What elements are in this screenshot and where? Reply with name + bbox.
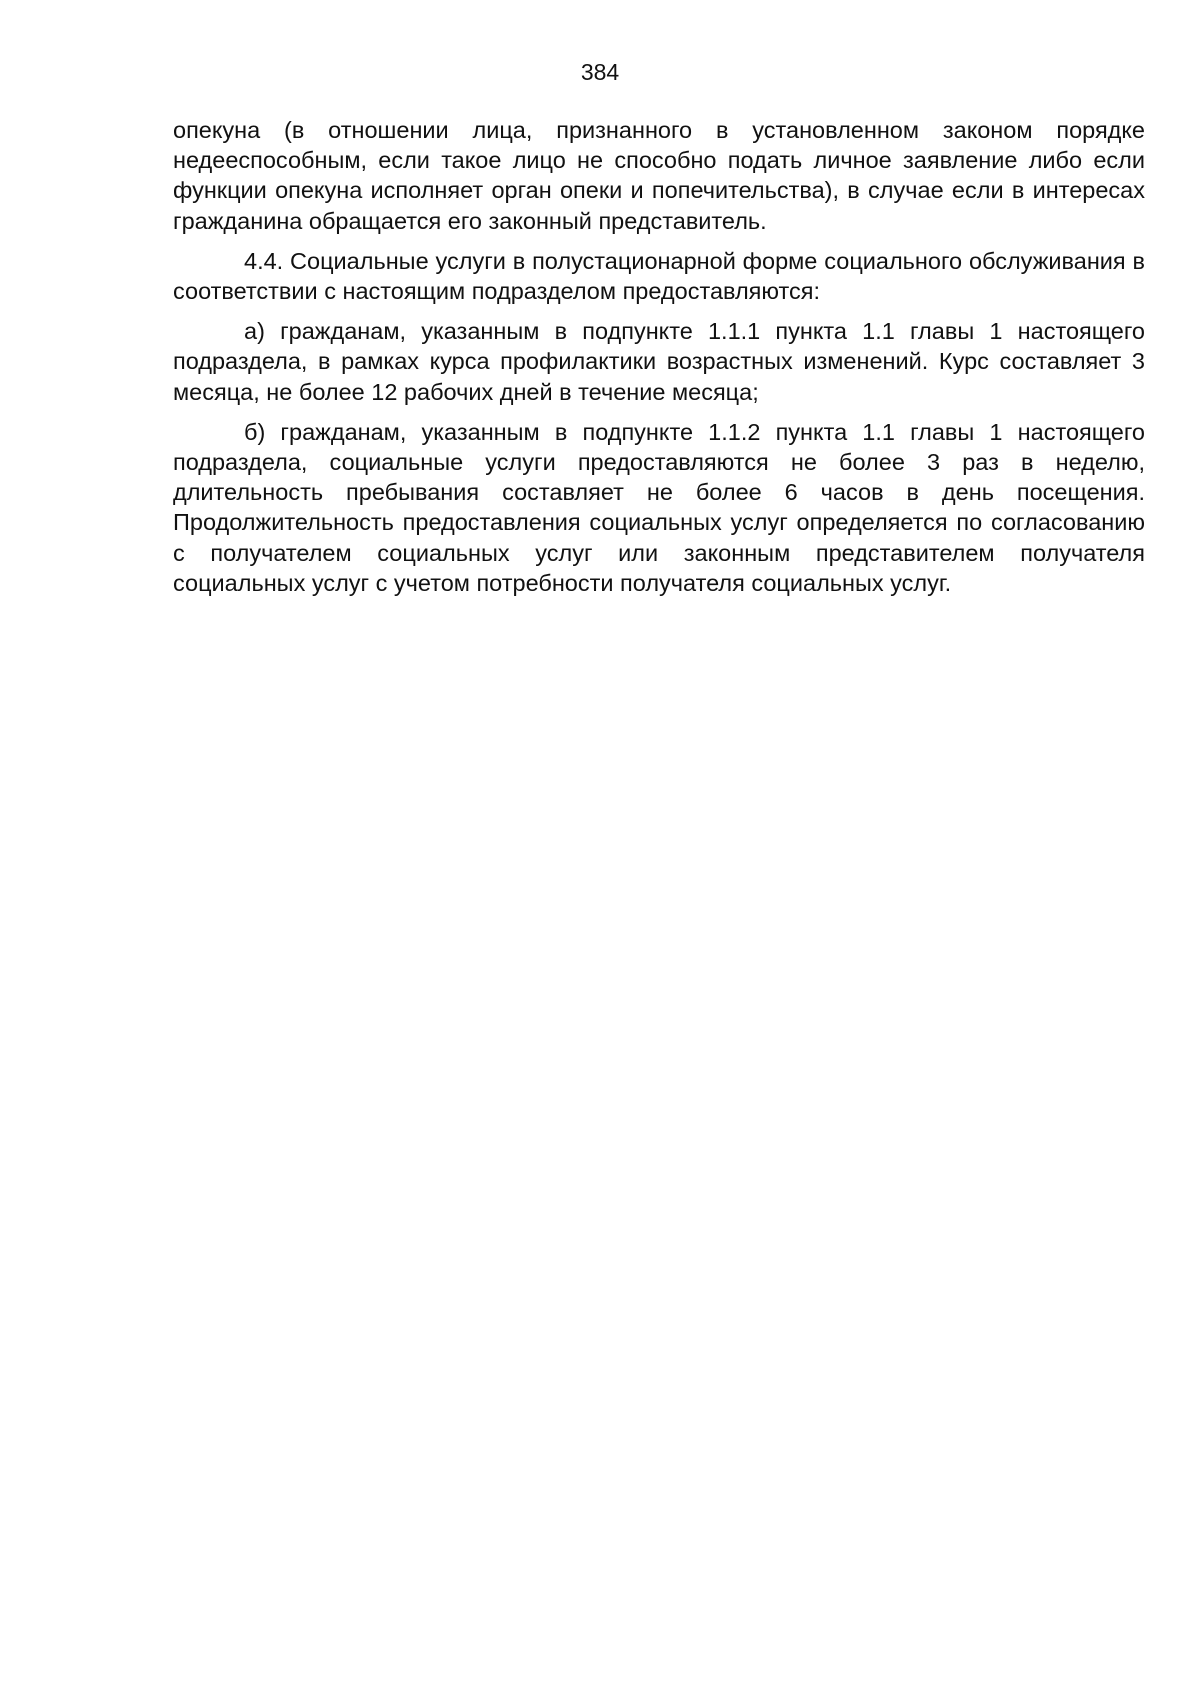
paragraph-4-4: 4.4. Социальные услуги в полустационарной форме социального обслуживания в соответствии с настоящим подразделом предоставляются:: [173, 247, 1145, 305]
page-number: 384: [580, 59, 620, 85]
document-body: [173, 115, 1145, 608]
paragraph-continuation: опекуна (в отношении лица, признанного в установленном законом порядке недееспособным, если такое лицо не способно подать личное заявление либо если функции опекуна исполняет орган опеки и попечительства), в случае если в интересах гражданина обращается его законный представитель.: [173, 117, 1145, 234]
paragraph-item-b: б) гражданам, указанным в подпункте 1.1.2 пункта 1.1 главы 1 настоящего подраздела, социальные услуги предоставляются не более 3 раз в неделю, длительность пребывания составляет не более 6 часов в день посещения. Продолжительность предоставления социальных услуг определяется по согласованию с получателем социальных услуг или законным представителем получателя социальных услуг с учетом потребности получателя социальных услуг.: [173, 418, 1145, 596]
paragraph-item-a: а) гражданам, указанным в подпункте 1.1.1 пункта 1.1 главы 1 настоящего подраздела, в рамках курса профилактики возрастных изменений. Курс составляет 3 месяца, не более 12 рабочих дней в течение месяца;: [173, 318, 1145, 405]
